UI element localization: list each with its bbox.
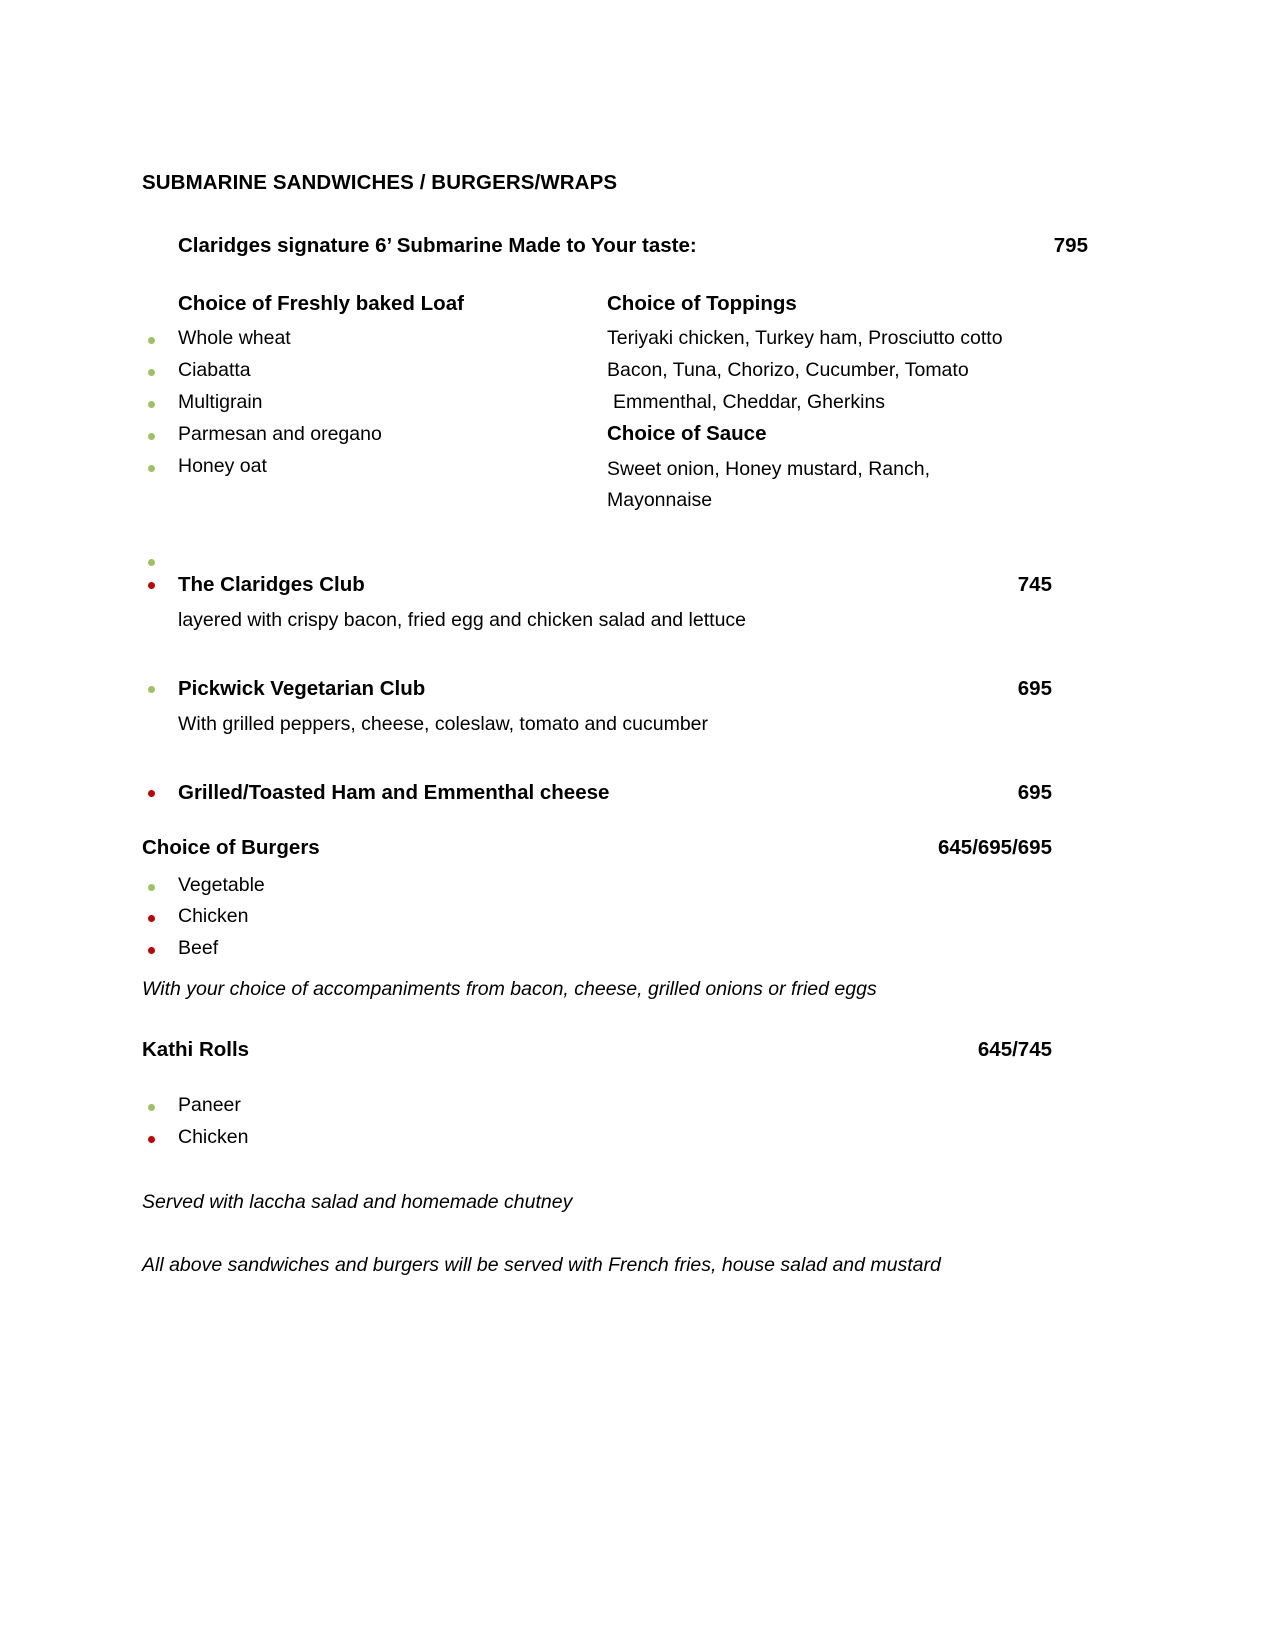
toppings-column	[607, 288, 1052, 517]
kathi-roll-option-label: Paneer	[178, 1094, 241, 1117]
sauce-line: Sweet onion, Honey mustard, Ranch,	[607, 457, 931, 480]
spacer	[142, 965, 1052, 975]
kathi-rolls-heading: Kathi Rolls	[142, 1038, 250, 1062]
submarine-builder	[142, 288, 1052, 517]
veg-marker-icon	[148, 337, 155, 344]
spacer	[142, 860, 1052, 870]
spacer	[142, 635, 1052, 675]
nonveg-marker-icon	[148, 790, 155, 797]
list-item	[142, 323, 607, 355]
kathi-rolls-options-list	[142, 1090, 1052, 1154]
menu-item-title: Grilled/Toasted Ham and Emmenthal cheese	[178, 780, 610, 804]
signature-submarine-row	[142, 234, 1088, 258]
veg-marker-icon	[148, 1104, 155, 1111]
page-footer-note: All above sandwiches and burgers will be served with French fries, house salad and mustard	[142, 1254, 941, 1277]
loaf-column	[142, 288, 607, 517]
page-title: SUBMARINE SANDWICHES / BURGERS/WRAPS	[142, 171, 618, 194]
veg-marker-icon	[148, 884, 155, 891]
spacer	[142, 1154, 1052, 1188]
burger-option-label: Vegetable	[178, 873, 265, 896]
burger-options-list	[142, 870, 1052, 965]
menu-item-description: layered with crispy bacon, fried egg and chicken salad and lettuce	[178, 608, 747, 631]
list-item	[142, 451, 607, 483]
toppings-line: Teriyaki chicken, Turkey ham, Prosciutto cotto	[607, 327, 1003, 350]
menu-item-description: With grilled peppers, cheese, coleslaw, tomato and cucumber	[178, 712, 709, 735]
spacer	[142, 1004, 1052, 1038]
veg-marker-icon	[148, 433, 155, 440]
loaf-option-label: Whole wheat	[178, 327, 291, 350]
nonveg-marker-icon	[148, 915, 155, 922]
menu-item-title-row	[178, 779, 1052, 808]
menu-item-title: The Claridges Club	[178, 573, 365, 597]
kathi-rolls-price: 645/745	[977, 1038, 1052, 1062]
menu-item-title-row	[178, 571, 1052, 600]
loaf-option-label: Multigrain	[178, 390, 263, 413]
loaf-heading: Choice of Freshly baked Loaf	[178, 291, 464, 315]
burgers-accompaniments-note: With your choice of accompaniments from bacon, cheese, grilled onions or fried eggs	[142, 977, 877, 1000]
toppings-line: Bacon, Tuna, Chorizo, Cucumber, Tomato	[607, 358, 969, 381]
menu-item-grilled-ham-emmenthal	[142, 779, 1052, 808]
nonveg-marker-icon	[148, 1136, 155, 1143]
veg-marker-icon	[148, 465, 155, 472]
list-item	[142, 1090, 1052, 1122]
list-item	[142, 355, 607, 387]
toppings-heading: Choice of Toppings	[607, 291, 797, 315]
toppings-line: Emmenthal, Cheddar, Gherkins	[613, 390, 886, 413]
menu-item-price: 695	[1017, 780, 1052, 804]
empty-bullet-list	[142, 545, 1052, 571]
kathi-roll-option-label: Chicken	[178, 1125, 249, 1148]
menu-item-price: 745	[1017, 573, 1052, 597]
burgers-price: 645/695/695	[937, 835, 1052, 859]
list-item	[142, 545, 1052, 571]
list-item	[142, 870, 1052, 902]
menu-item-title-row	[178, 675, 1052, 704]
sauce-heading: Choice of Sauce	[607, 422, 767, 446]
burger-option-label: Chicken	[178, 905, 249, 928]
signature-submarine-label: Claridges signature 6’ Submarine Made to Your taste:	[178, 233, 697, 257]
list-item	[142, 419, 607, 451]
nonveg-marker-icon	[148, 582, 155, 589]
loaf-option-label: Ciabatta	[178, 359, 251, 382]
sauce-line: Mayonnaise	[607, 489, 713, 512]
menu-item-title: Pickwick Vegetarian Club	[178, 676, 426, 700]
veg-marker-icon	[148, 369, 155, 376]
list-item	[142, 901, 1052, 933]
burgers-heading: Choice of Burgers	[142, 835, 320, 859]
kathi-rolls-heading-row	[142, 1038, 1052, 1062]
menu-item-claridges-club	[142, 571, 1052, 635]
list-item	[142, 1122, 1052, 1154]
spacer	[142, 1217, 1052, 1251]
spacer	[142, 808, 1052, 836]
spacer	[142, 1062, 1052, 1090]
list-item	[142, 933, 1052, 965]
burgers-heading-row	[142, 836, 1052, 860]
veg-marker-icon	[148, 401, 155, 408]
menu-item-price: 695	[1017, 676, 1052, 700]
list-item	[142, 387, 607, 419]
kathi-rolls-serving-note: Served with laccha salad and homemade chutney	[142, 1190, 573, 1213]
loaf-options-list	[142, 323, 607, 482]
menu-item-pickwick-vegetarian-club	[142, 675, 1052, 739]
spacer	[142, 517, 1052, 545]
loaf-option-label: Honey oat	[178, 454, 267, 477]
burger-option-label: Beef	[178, 937, 219, 960]
nonveg-marker-icon	[148, 947, 155, 954]
spacer	[142, 739, 1052, 779]
signature-submarine-price: 795	[1053, 233, 1088, 257]
veg-marker-icon	[148, 686, 155, 693]
veg-marker-icon	[148, 559, 155, 566]
menu-content	[142, 170, 1088, 1280]
loaf-option-label: Parmesan and oregano	[178, 422, 382, 445]
